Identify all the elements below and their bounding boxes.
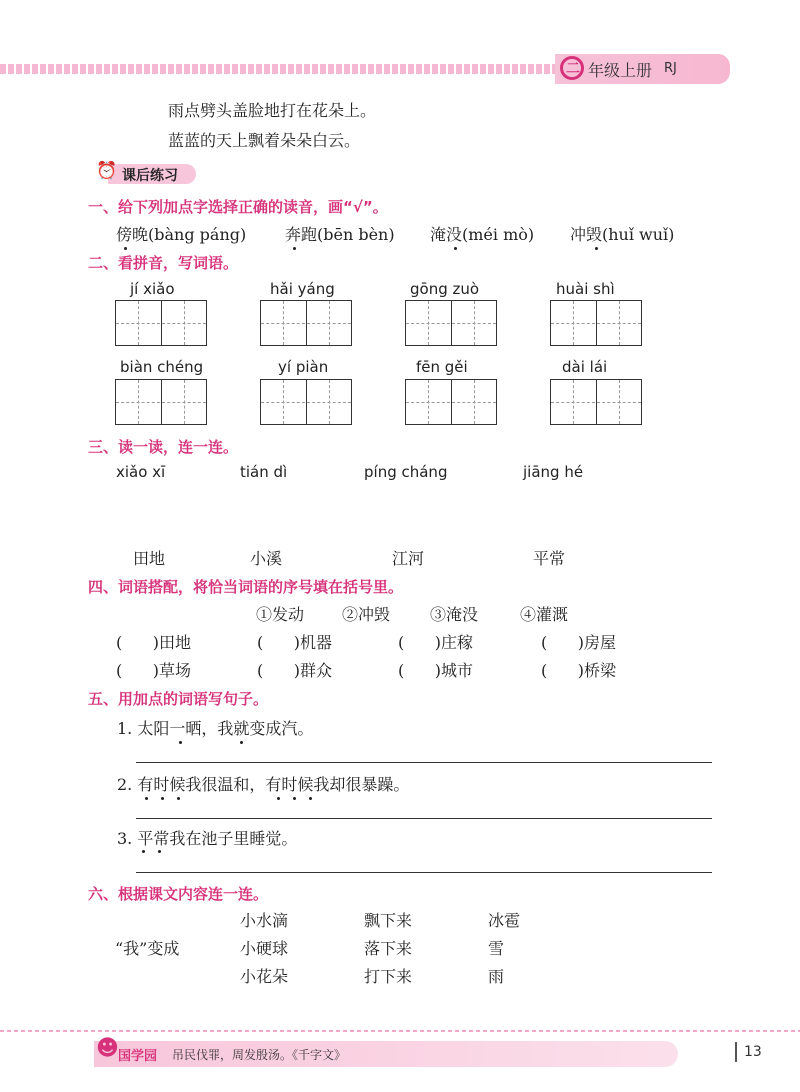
emphasis-dot: [240, 741, 243, 744]
q4-blank[interactable]: ( )田地: [116, 633, 192, 652]
emphasis-dot: [293, 797, 296, 800]
q3-pinyin-4[interactable]: jiāng hé: [523, 463, 584, 481]
q5-title: 五、用加点的词语写句子。: [88, 690, 269, 708]
q4-option-4: ④灌溉: [520, 605, 569, 624]
pinyin-label: gōng zuò: [410, 280, 480, 298]
q3-word-3[interactable]: 江河: [392, 549, 425, 568]
q1-title: 一、给下列加点字选择正确的读音，画“√”。: [88, 198, 388, 216]
writing-grid[interactable]: [405, 379, 497, 425]
pinyin-label: hǎi yáng: [270, 280, 335, 298]
emphasis-dot: [177, 797, 180, 800]
q6-subject: “我”变成: [115, 939, 180, 958]
footer-quote: 吊民伐罪，周发殷汤。《千字文》: [172, 1048, 347, 1062]
emphasis-dot: [158, 850, 161, 853]
writing-grid[interactable]: [550, 379, 642, 425]
q3-pinyin-3[interactable]: píng cháng: [364, 463, 448, 481]
q6-col1-item[interactable]: 小硬球: [240, 939, 289, 958]
q2-title: 二、看拼音，写词语。: [88, 254, 239, 272]
pinyin-label: fēn gěi: [416, 358, 468, 376]
q4-option-1: ①发动: [256, 605, 305, 624]
intro-line-2: 蓝蓝的天上飘着朵朵白云。: [168, 131, 361, 150]
emphasis-dot: [595, 247, 598, 250]
q6-col3-item[interactable]: 雨: [488, 967, 505, 986]
emphasis-dot: [309, 797, 312, 800]
q6-col3-item[interactable]: 冰雹: [488, 911, 521, 930]
q3-word-2[interactable]: 小溪: [250, 549, 283, 568]
q6-col2-item[interactable]: 打下来: [364, 967, 413, 986]
q4-blank[interactable]: ( )城市: [398, 661, 474, 680]
grade-label: 年级上册: [588, 61, 653, 80]
q6-col1-item[interactable]: 小水滴: [240, 911, 289, 930]
header-decoration: [0, 64, 560, 74]
emphasis-dot: [161, 797, 164, 800]
emphasis-dot: [179, 741, 182, 744]
answer-line[interactable]: [136, 818, 712, 819]
q5-sentence-3: 3. 平常我在池子里睡觉。: [117, 829, 298, 848]
q4-blank[interactable]: ( )群众: [257, 661, 333, 680]
q4-blank[interactable]: ( )机器: [257, 633, 333, 652]
writing-grid[interactable]: [405, 300, 497, 346]
q1-item-2: 奔跑(bēn bèn): [285, 225, 395, 244]
q6-title: 六、根据课文内容连一连。: [88, 885, 269, 903]
q5-sentence-2: 2. 有时候我很温和，有时候我却很暴躁。: [117, 775, 410, 794]
q4-blank[interactable]: ( )桥梁: [541, 661, 617, 680]
pinyin-label: biàn chéng: [120, 358, 204, 376]
emphasis-dot: [277, 797, 280, 800]
edition-label: RJ: [664, 61, 677, 76]
q6-col2-item[interactable]: 落下来: [364, 939, 413, 958]
emphasis-dot: [145, 797, 148, 800]
q4-option-2: ②冲毁: [342, 605, 391, 624]
q1-item-4: 冲毁(huǐ wuǐ): [570, 225, 675, 244]
writing-grid[interactable]: [115, 300, 207, 346]
alarm-clock-icon: ⏰: [96, 161, 118, 181]
pinyin-label: huài shì: [556, 280, 615, 298]
writing-grid[interactable]: [260, 300, 352, 346]
emphasis-dot: [142, 850, 145, 853]
emphasis-dot: [124, 247, 127, 250]
footer-badge: 国学园: [118, 1049, 158, 1064]
q4-title: 四、词语搭配，将恰当词语的序号填在括号里。: [88, 578, 404, 596]
writing-grid[interactable]: [260, 379, 352, 425]
q6-col1-item[interactable]: 小花朵: [240, 967, 289, 986]
page-divider: [735, 1042, 737, 1062]
q4-blank[interactable]: ( )草场: [116, 661, 192, 680]
q6-col3-item[interactable]: 雪: [488, 939, 505, 958]
q4-option-3: ③淹没: [430, 605, 479, 624]
girl-mascot-icon: ☻: [96, 1036, 119, 1061]
emphasis-dot: [454, 247, 457, 250]
q4-blank[interactable]: ( )房屋: [541, 633, 617, 652]
writing-grid[interactable]: [115, 379, 207, 425]
writing-grid[interactable]: [550, 300, 642, 346]
page-number: 13: [744, 1044, 762, 1060]
q3-word-1[interactable]: 田地: [133, 549, 166, 568]
pinyin-label: yí piàn: [278, 358, 329, 376]
q6-col2-item[interactable]: 飘下来: [364, 911, 413, 930]
grade-mark: 二: [566, 61, 580, 77]
intro-line-1: 雨点劈头盖脸地打在花朵上。: [168, 101, 377, 120]
q3-pinyin-2[interactable]: tián dì: [240, 463, 288, 481]
pinyin-label: jí xiǎo: [130, 280, 175, 298]
q3-title: 三、读一读，连一连。: [88, 438, 239, 456]
q3-pinyin-1[interactable]: xiǎo xī: [116, 463, 166, 481]
answer-line[interactable]: [136, 872, 712, 873]
q4-blank[interactable]: ( )庄稼: [398, 633, 474, 652]
footer-decoration: [0, 1030, 800, 1032]
emphasis-dot: [293, 247, 296, 250]
answer-line[interactable]: [136, 762, 712, 763]
pinyin-label: dài lái: [562, 358, 608, 376]
q1-item-1: 傍晚(bàng páng): [116, 225, 247, 244]
section-badge: 课后练习: [122, 168, 178, 184]
q3-word-4[interactable]: 平常: [533, 549, 566, 568]
q1-item-3: 淹没(méi mò): [430, 225, 535, 244]
q5-sentence-1: 1. 太阳一晒，我就变成汽。: [117, 719, 314, 738]
